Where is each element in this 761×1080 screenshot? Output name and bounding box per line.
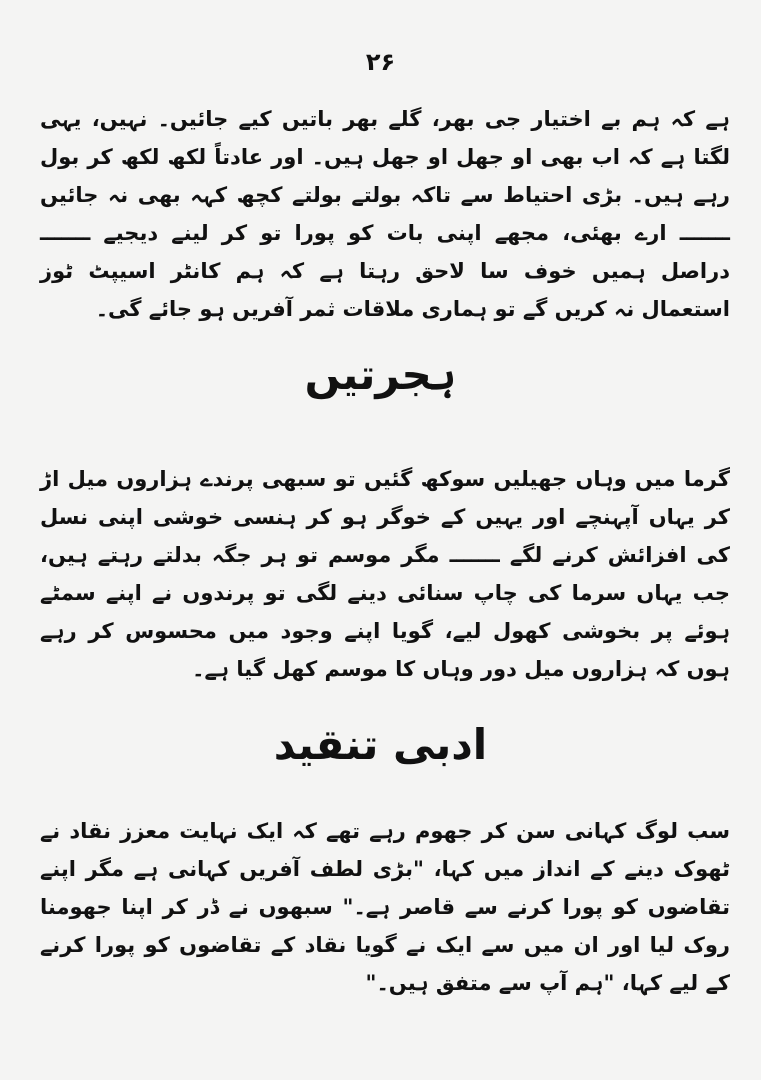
paragraph-hijratein: گرما میں وہاں جھیلیں سوکھ گئیں تو سبھی پرندے ہزاروں میل اڑ کر یہاں آپہنچے اور یہیں کے خوگر ہو کر ہنسی خوشی اپنی نسل کی افزائش کرنے لگے ـــــــ مگر موسم تو ہر جگہ بدلتے رہتے ہیں، جب یہاں سرما کی چاپ سنائی دینے لگی تو پرندوں نے اپنے سمٹے ہوئے پر بخوشی کھول لیے، گویا اپنے وجود میں محسوس کر رہے ہوں کہ ہزاروں میل دور وہاں کا موسم کھل گیا ہے۔ — [40, 467, 730, 681]
paragraph-intro: ہے کہ ہم بے اختیار جی بھر، گلے بھر باتیں کیے جائیں۔ نہیں، یہی لگتا ہے کہ اب بھی او جھل او جھل ہیں۔ اور عادتاً لکھ لکھ کر بول رہے ہیں۔ بڑی احتیاط سے تاکہ بولتے بولتے کچھ کہہ بھی نہ جائیں ـــــــ ارے بھئی، مجھے اپنی بات کو پورا تو کر لینے دیجیے ـــــــ دراصل ہمیں خوف سا لاحق رہتا ہے کہ ہم کانٹر اسیپٹ ٹوز استعمال نہ کریں گے تو ہماری ملاقات ثمر آفریں ہو جائے گی۔ — [40, 107, 730, 321]
section-heading-adabi-tanqeed: ادبی تنقید — [273, 720, 488, 769]
page-number: ۲۶ — [365, 48, 396, 76]
paragraph-adabi-tanqeed: سب لوگ کہانی سن کر جھوم رہے تھے کہ ایک نہایت معزز نقاد نے ٹھوک دینے کے انداز میں کہا، "بڑی لطف آفریں کہانی ہے مگر اپنے تقاضوں کو پورا کرنے سے قاصر ہے۔" سبھوں نے ڈر کر اپنا جھومنا روک لیا اور ان میں سے ایک نے گویا نقاد کے تقاضوں کو پورا کرنے کے لیے کہا، "ہم آپ سے متفق ہیں۔" — [40, 819, 730, 995]
section-heading-hijratein: ہجرتیں — [304, 350, 457, 399]
